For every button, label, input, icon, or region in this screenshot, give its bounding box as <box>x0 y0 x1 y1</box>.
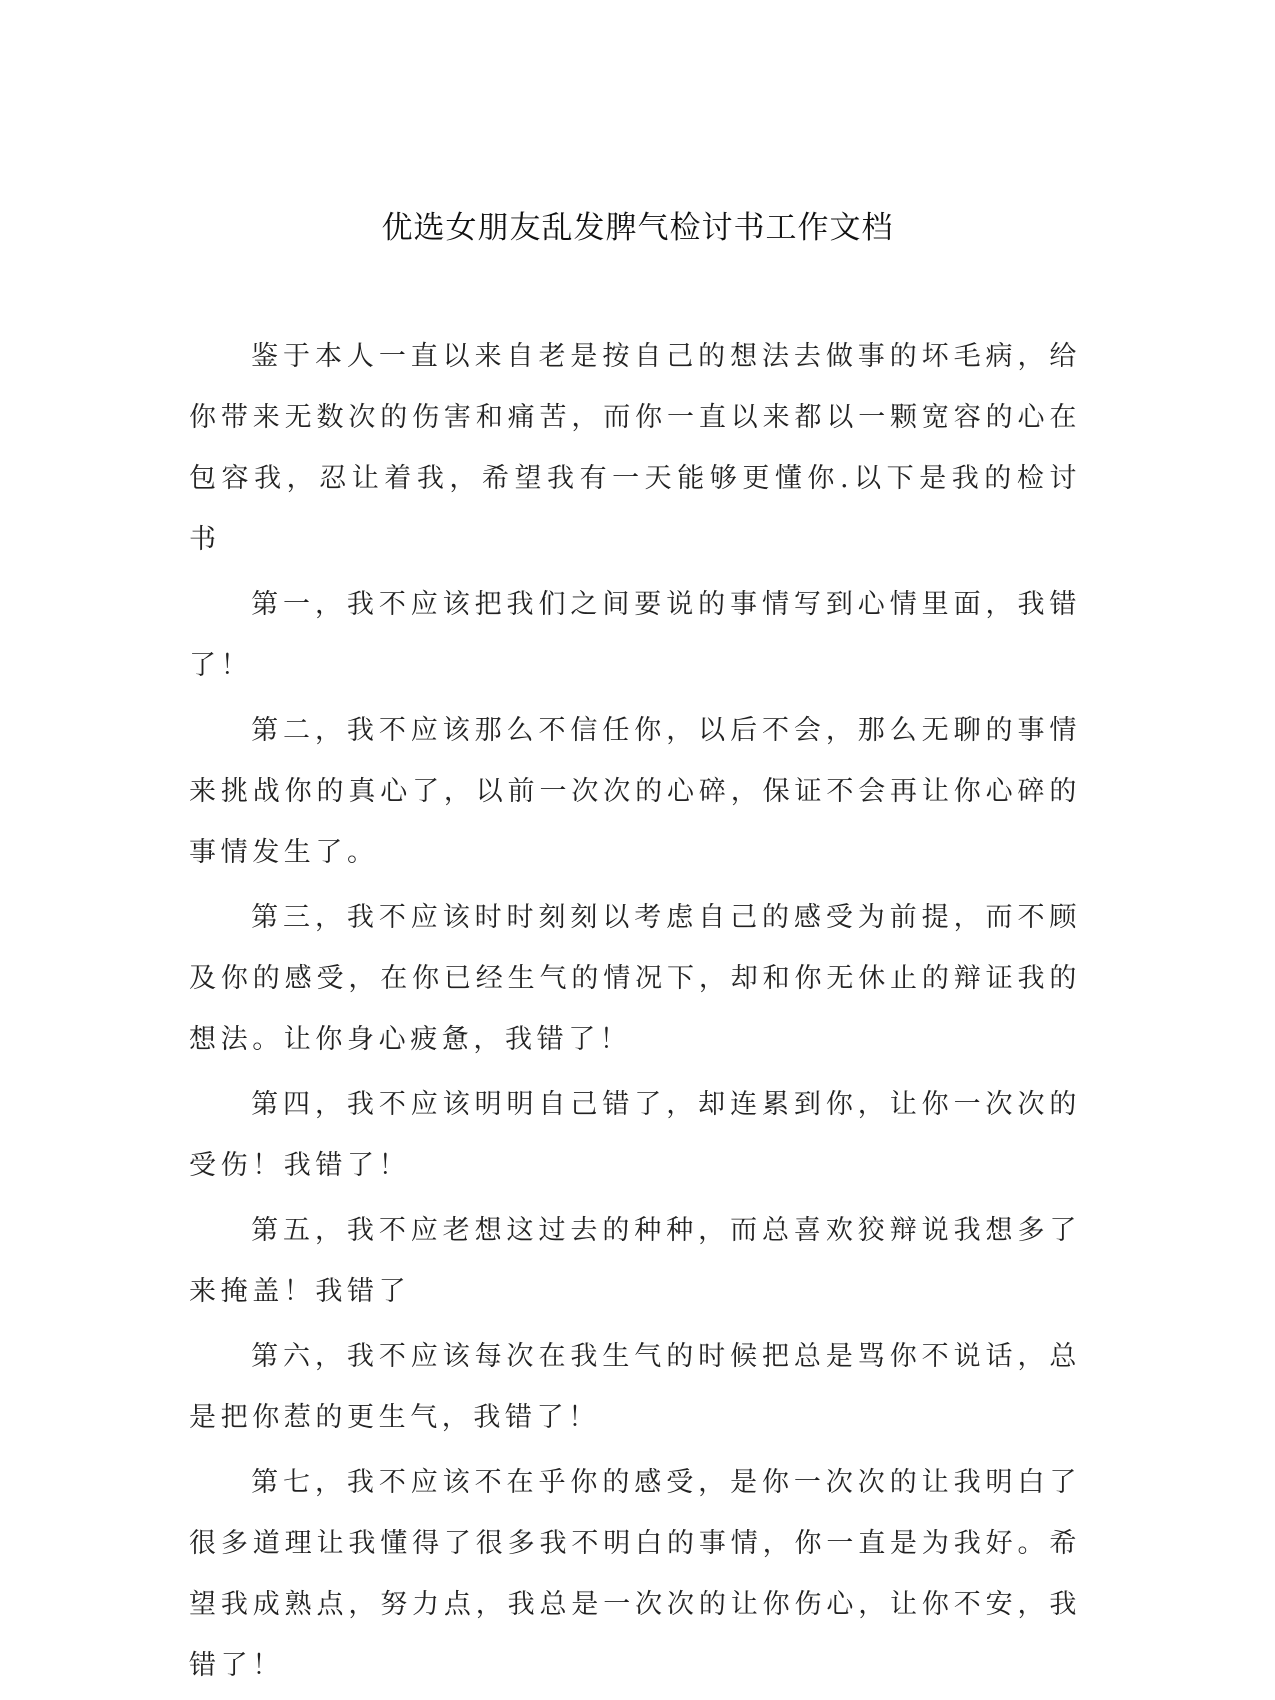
paragraph-point-5: 第五，我不应老想这过去的种种，而总喜欢狡辩说我想多了来掩盖！我错了 <box>189 1215 1081 1307</box>
paragraph-intro: 鉴于本人一直以来自老是按自己的想法去做事的坏毛病，给你带来无数次的伤害和痛苦，而你一直以来都以一颗宽容的心在包容我，忍让着我，希望我有一天能够更懂你.以下是我的检讨书 <box>189 341 1081 555</box>
paragraph-point-2: 第二，我不应该那么不信任你，以后不会，那么无聊的事情来挑战你的真心了，以前一次次的心碎，保证不会再让你心碎的事情发生了。 <box>189 715 1081 868</box>
paragraph-point-7: 第七，我不应该不在乎你的感受，是你一次次的让我明白了很多道理让我懂得了很多我不明白的事情，你一直是为我好。希望我成熟点，努力点，我总是一次次的让你伤心，让你不安，我错了！ <box>189 1467 1081 1681</box>
paragraph-point-3: 第三，我不应该时时刻刻以考虑自己的感受为前提，而不顾及你的感受，在你已经生气的情况下，却和你无休止的辩证我的想法。让你身心疲惫，我错了！ <box>189 902 1081 1055</box>
document-body <box>189 326 1081 1700</box>
paragraph-point-1: 第一，我不应该把我们之间要说的事情写到心情里面，我错了！ <box>189 589 1081 681</box>
paragraph-point-6: 第六，我不应该每次在我生气的时候把总是骂你不说话，总是把你惹的更生气，我错了！ <box>189 1341 1081 1433</box>
paragraph-point-4: 第四，我不应该明明自己错了，却连累到你，让你一次次的受伤！我错了！ <box>189 1089 1081 1181</box>
document-title: 优选女朋友乱发脾气检讨书工作文档 <box>381 210 894 246</box>
